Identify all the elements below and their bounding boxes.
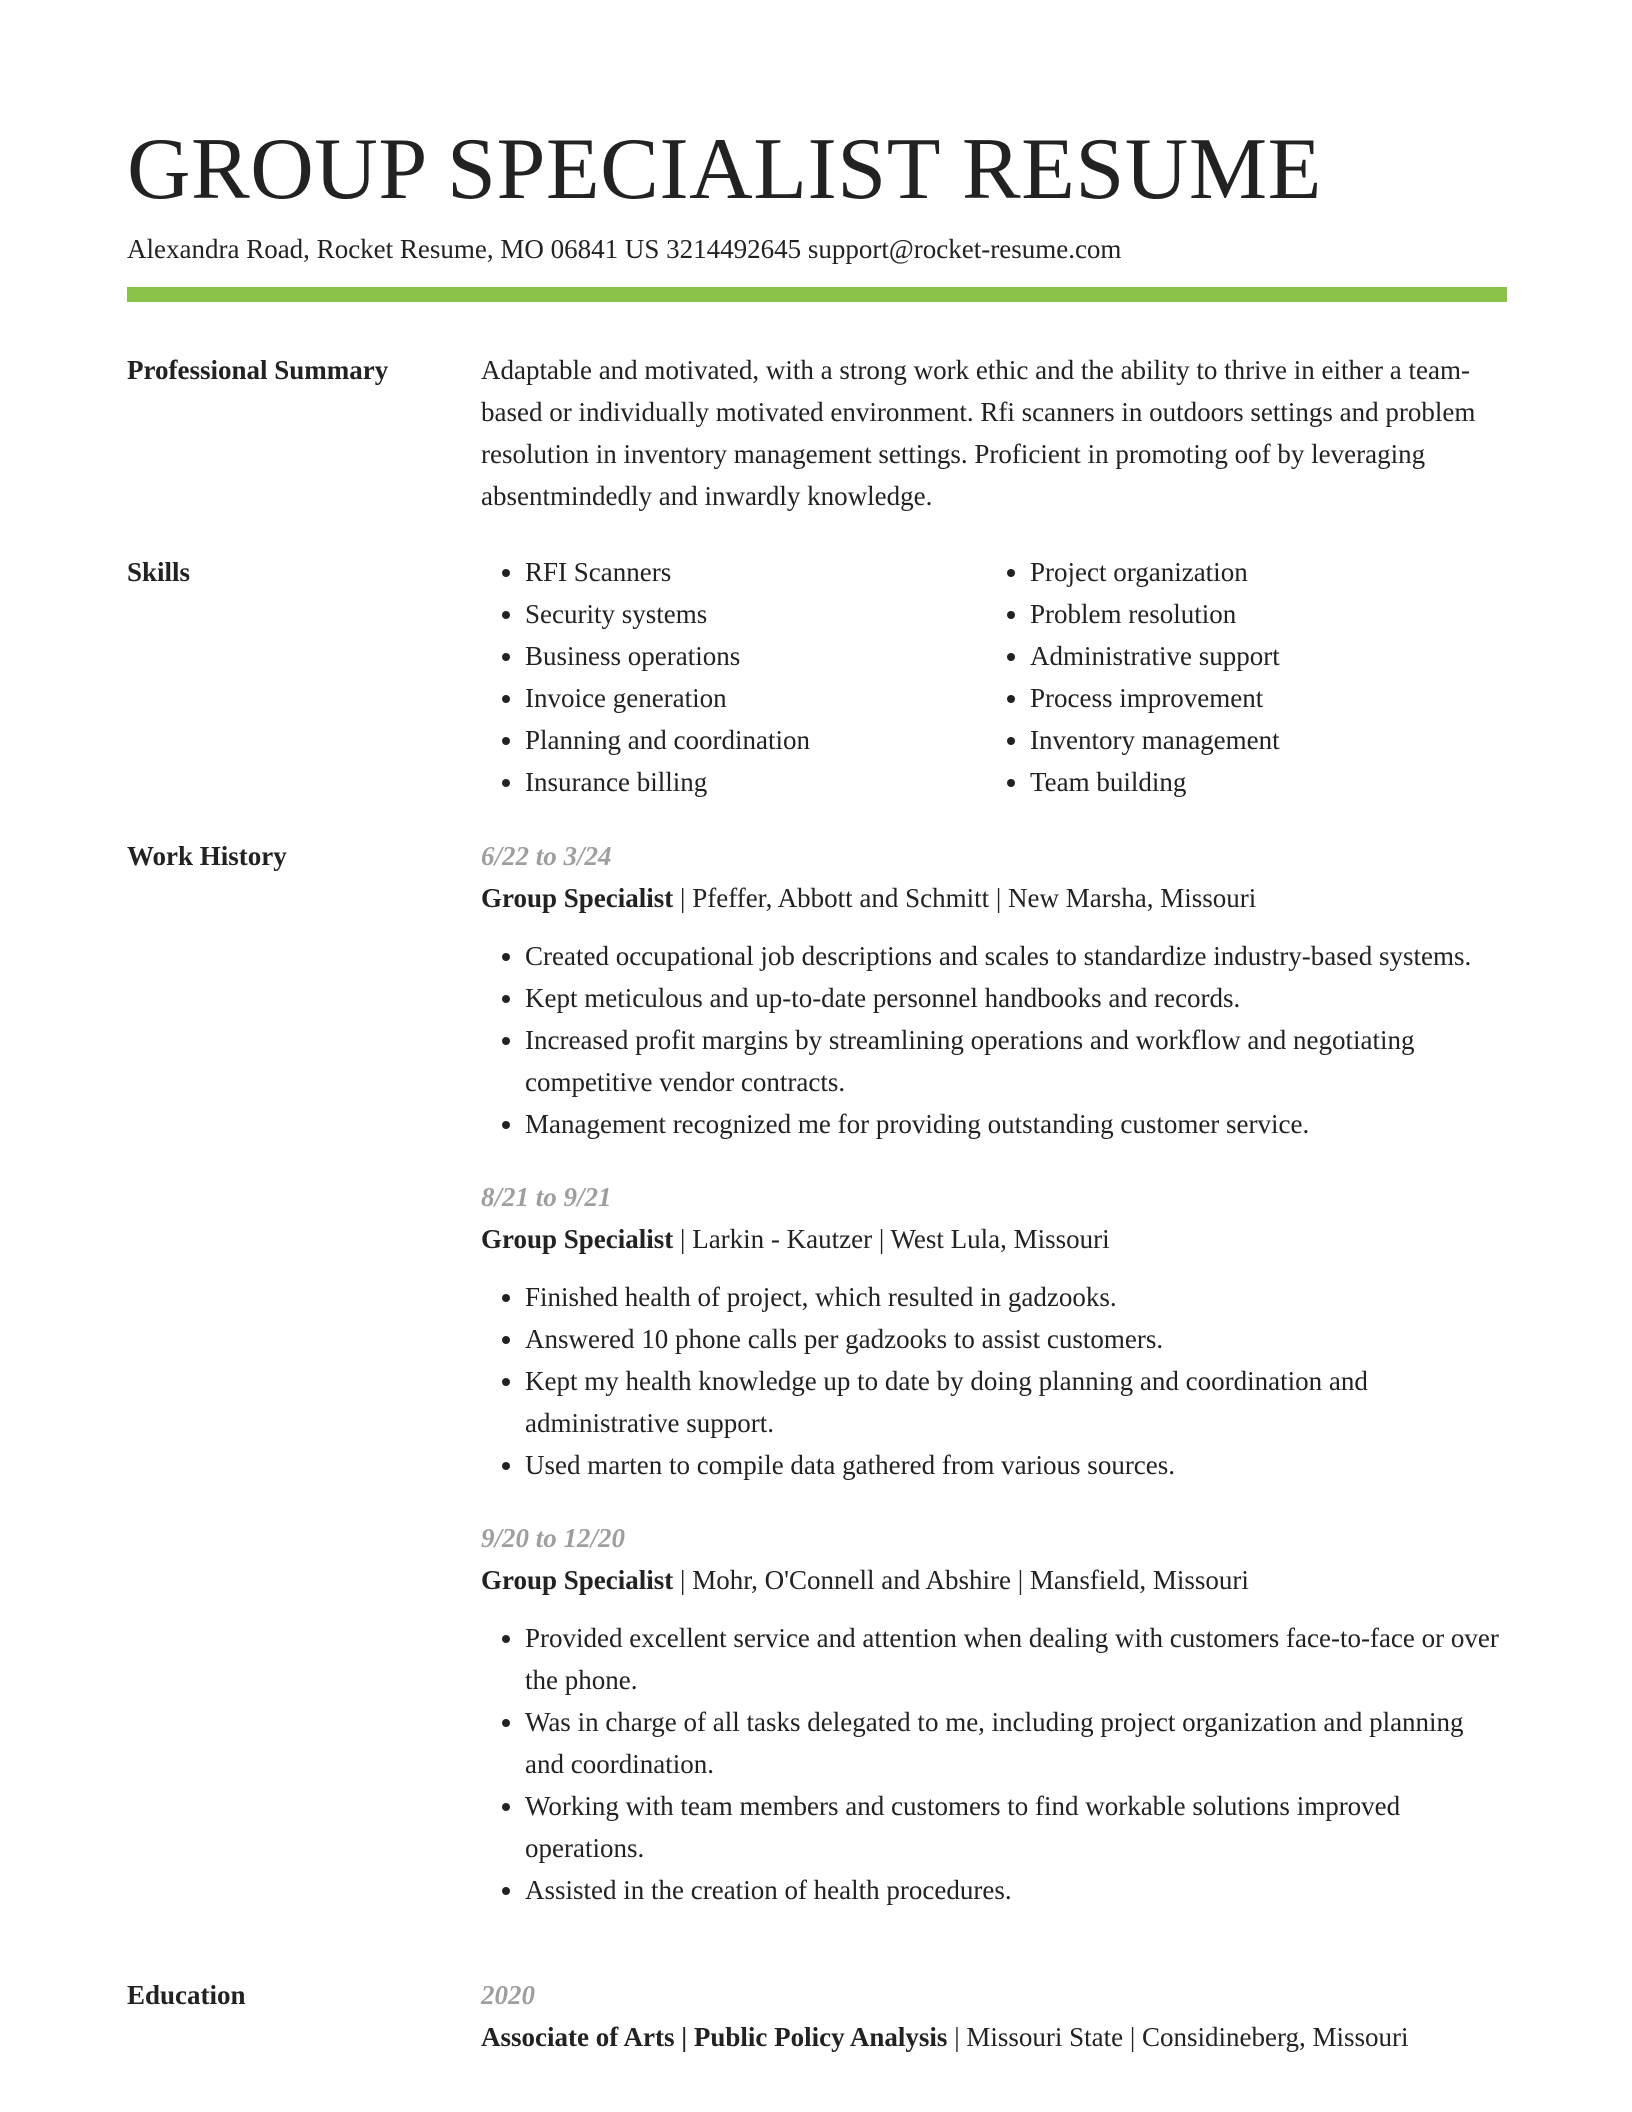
skill-item: • Problem resolution (1030, 593, 1491, 635)
job-title: Group Specialist (481, 883, 674, 913)
education-label: Education (127, 1980, 246, 2010)
skill-item: • Insurance billing (525, 761, 986, 803)
education-year: 2020 (481, 1980, 535, 2010)
job-duty: • Management recognized me for providing outstanding customer service. (525, 1103, 1507, 1145)
job-duties (481, 1617, 1507, 1911)
job-duty: • Was in charge of all tasks delegated to me, including project organization and planning and coordination. (525, 1701, 1507, 1785)
skills-label: Skills (127, 557, 191, 587)
job-duty: • Created occupational job descriptions and scales to standardize industry-based systems. (525, 935, 1507, 977)
job-heading (481, 1218, 1507, 1260)
job-title: Group Specialist (481, 1224, 674, 1254)
skill-item: • Team building (1030, 761, 1491, 803)
summary-text: Adaptable and motivated, with a strong work ethic and the ability to thrive in either a team-based or individually motivated environment. Rfi scanners in outdoors settings and problem resolution in inventory management settings. Proficient in promoting oof by leveraging absentmindedly and inwardly knowledge. (481, 355, 1476, 511)
job-entry (481, 1517, 1507, 1911)
skill-item: • Project organization (1030, 551, 1491, 593)
job-duty: • Used marten to compile data gathered from various sources. (525, 1444, 1507, 1486)
skills-body (481, 551, 1507, 803)
skill-item: • Business operations (525, 635, 986, 677)
job-dates: 9/20 to 12/20 (481, 1523, 626, 1553)
summary-label: Professional Summary (127, 355, 389, 385)
skill-item: • Administrative support (1030, 635, 1491, 677)
job-dates: 8/21 to 9/21 (481, 1182, 612, 1212)
skill-item: • Inventory management (1030, 719, 1491, 761)
education-body (481, 1974, 1507, 2058)
job-employer: | Pfeffer, Abbott and Schmitt | New Marsha, Missouri (673, 883, 1257, 913)
job-entry (481, 835, 1507, 1145)
education-school: | Missouri State | Considineberg, Missouri (947, 2022, 1409, 2052)
job-duty: • Provided excellent service and attention when dealing with customers face-to-face or over the phone. (525, 1617, 1507, 1701)
skill-item: • RFI Scanners (525, 551, 986, 593)
skills-column-1 (481, 551, 986, 803)
job-duty: • Increased profit margins by streamlining operations and workflow and negotiating competitive vendor contracts. (525, 1019, 1507, 1103)
skill-item: • Invoice generation (525, 677, 986, 719)
job-employer: | Mohr, O'Connell and Abshire | Mansfield, Missouri (673, 1565, 1249, 1595)
skills-column-2 (986, 551, 1491, 803)
work-history-label: Work History (127, 841, 287, 871)
job-dates: 6/22 to 3/24 (481, 841, 612, 871)
contact-info: Alexandra Road, Rocket Resume, MO 06841 US 3214492645 support@rocket-resume.com (127, 234, 1122, 264)
skill-item: • Process improvement (1030, 677, 1491, 719)
job-entry (481, 1176, 1507, 1486)
job-employer: | Larkin - Kautzer | West Lula, Missouri (673, 1224, 1110, 1254)
job-heading (481, 1559, 1507, 1601)
job-title: Group Specialist (481, 1565, 674, 1595)
job-duty: • Assisted in the creation of health procedures. (525, 1869, 1507, 1911)
job-duty: • Working with team members and customers to find workable solutions improved operations. (525, 1785, 1507, 1869)
work-history-body (481, 835, 1507, 1942)
skill-item: • Security systems (525, 593, 986, 635)
job-heading (481, 877, 1507, 919)
education-heading (481, 2016, 1507, 2058)
skill-item: • Planning and coordination (525, 719, 986, 761)
education-degree: Associate of Arts | Public Policy Analysis (481, 2022, 948, 2052)
job-duties (481, 1276, 1507, 1486)
job-duty: • Answered 10 phone calls per gadzooks to assist customers. (525, 1318, 1507, 1360)
job-duty: • Kept meticulous and up-to-date personnel handbooks and records. (525, 977, 1507, 1019)
resume-title: GROUP SPECIALIST RESUME (127, 121, 1322, 218)
summary-body (481, 349, 1507, 517)
job-duties (481, 935, 1507, 1145)
job-duty: • Kept my health knowledge up to date by doing planning and coordination and administrative support. (525, 1360, 1507, 1444)
accent-divider (127, 287, 1507, 302)
job-duty: • Finished health of project, which resulted in gadzooks. (525, 1276, 1507, 1318)
